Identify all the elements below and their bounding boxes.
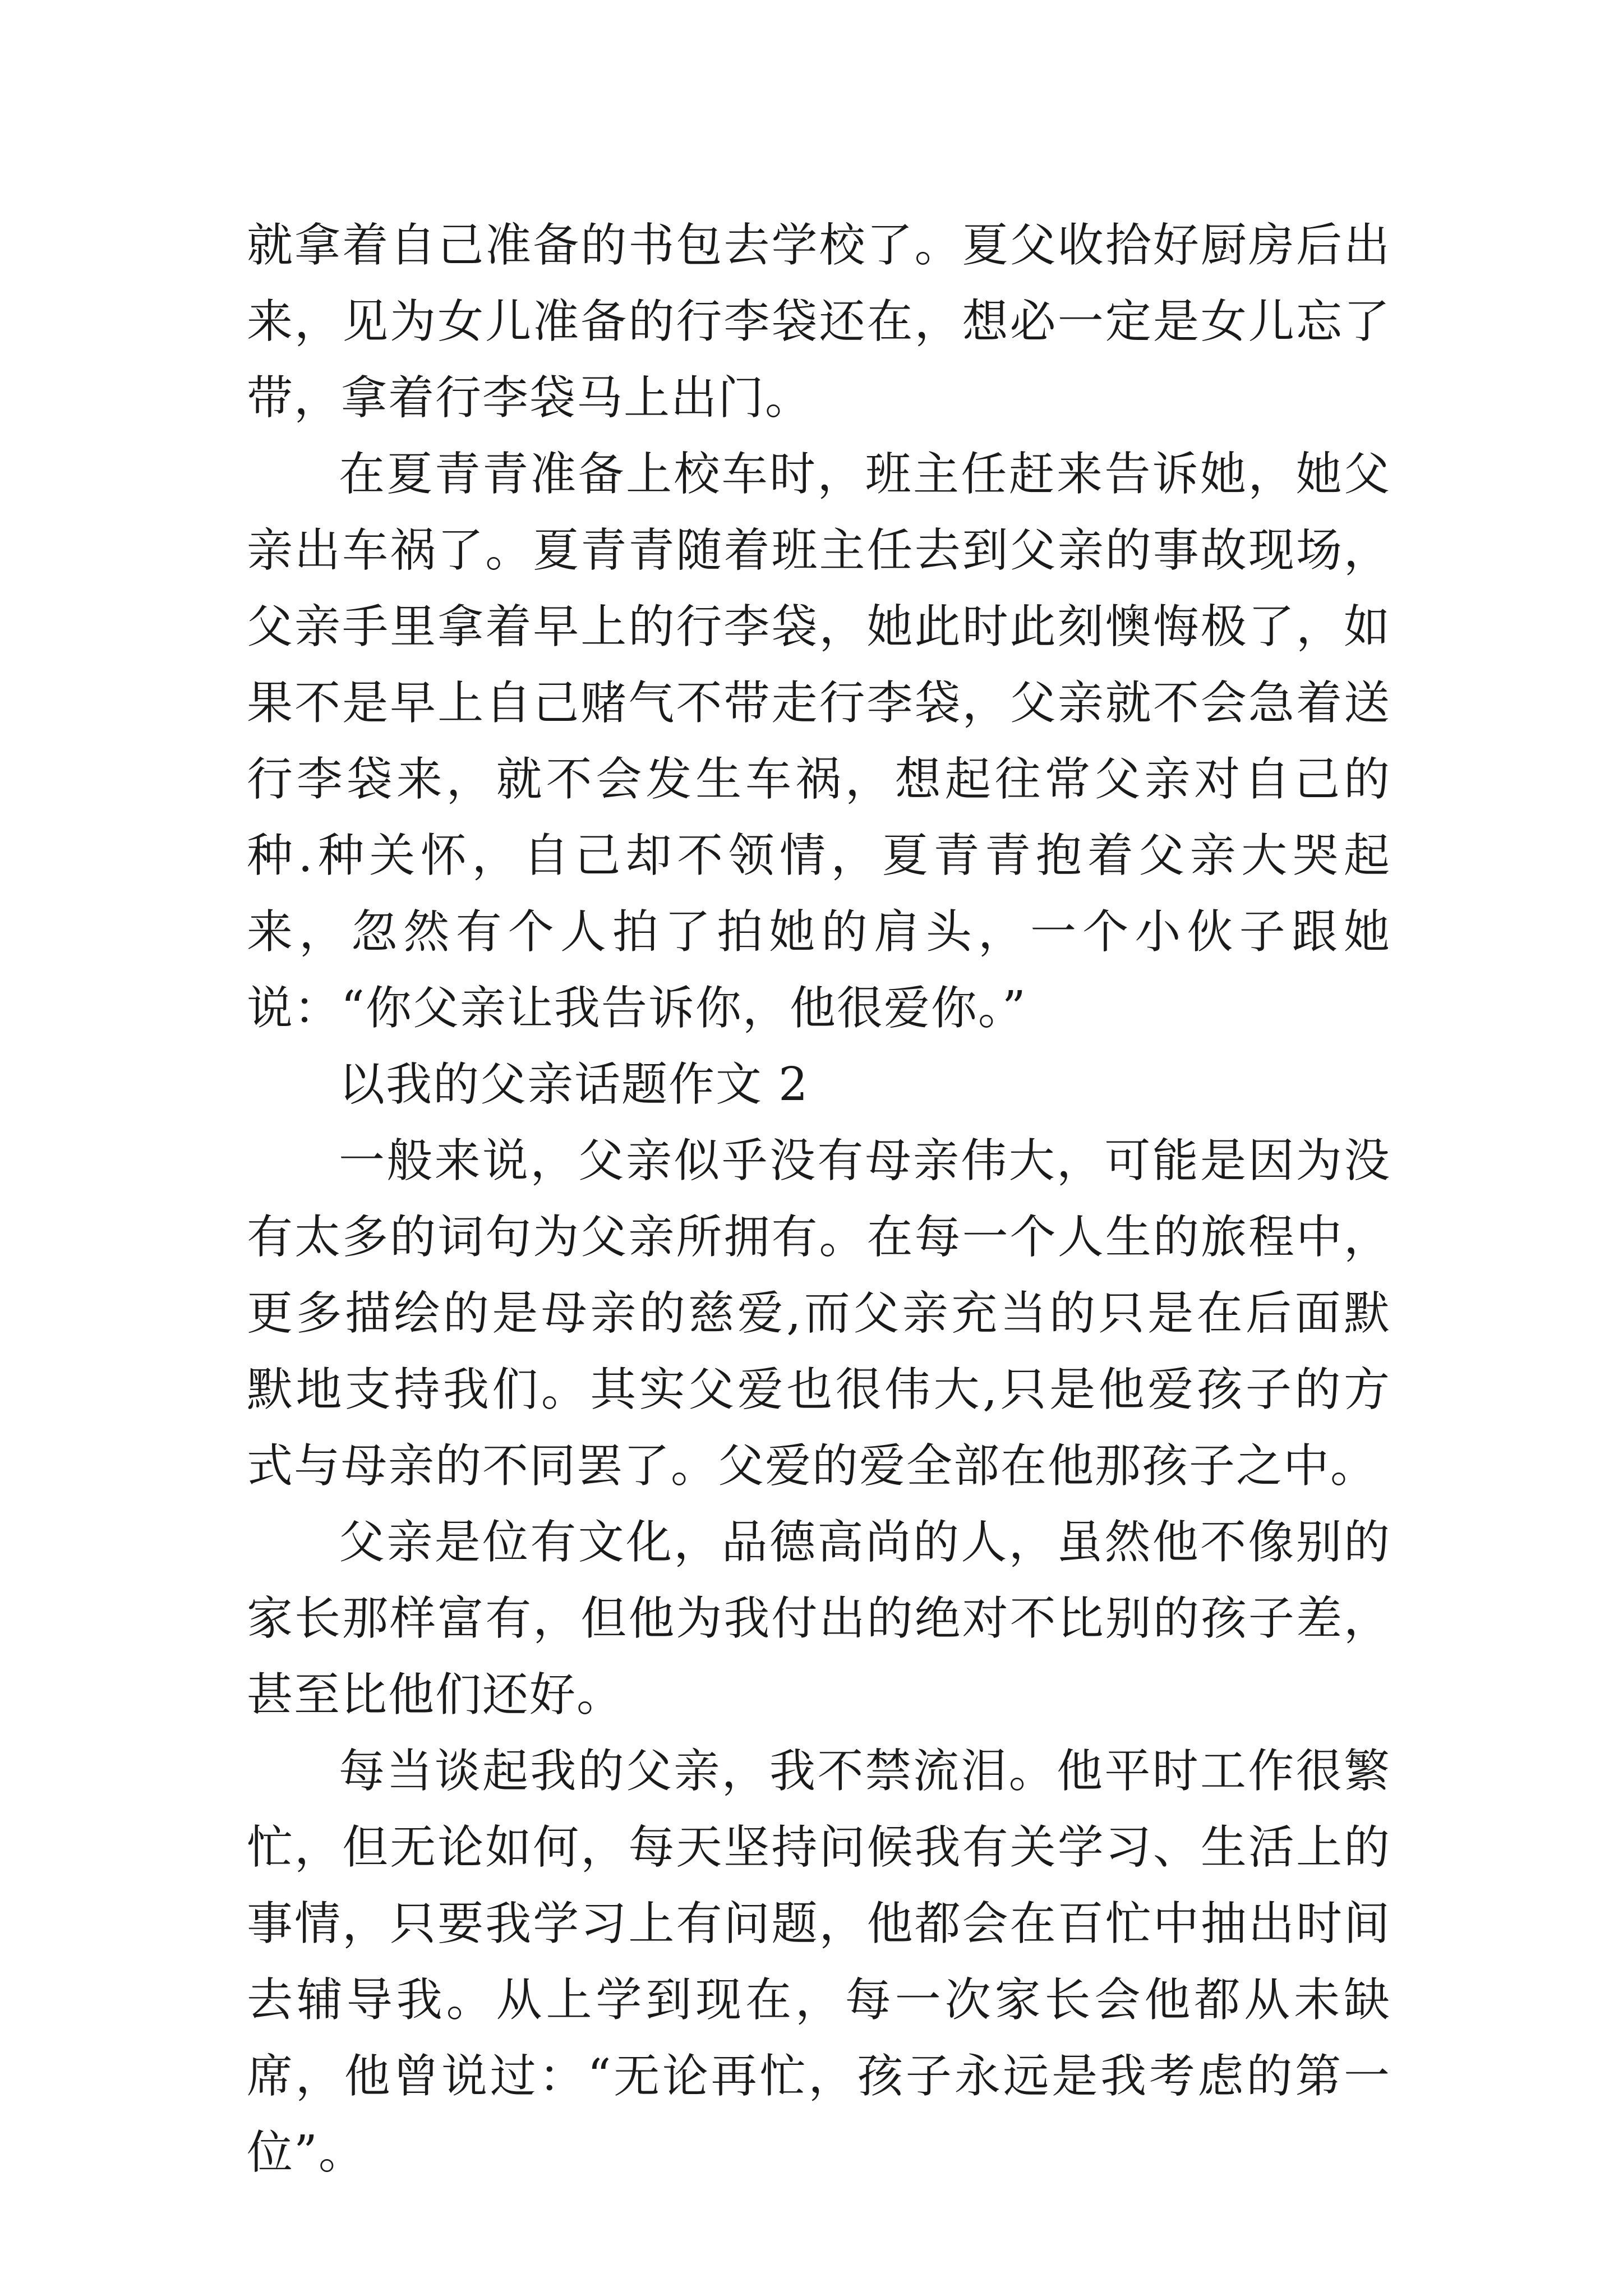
paragraph-father-busy: 每当谈起我的父亲，我不禁流泪。他平时工作很繁忙，但无论如何，每天坚持问候我有关学习、生活上的事情，只要我学习上有问题，他都会在百忙中抽出时间去辅导我。从上学到现在，每一次家长会他都从未缺席，他曾说过：“无论再忙，孩子永远是我考虑的第一位”。	[247, 1745, 1391, 2179]
paragraph-continuation: 就拿着自己准备的书包去学校了。夏父收拾好厨房后出来，见为女儿准备的行李袋还在，想必一定是女儿忘了带，拿着行李袋马上出门。	[247, 219, 1391, 425]
essay-heading: 以我的父亲话题作文 2	[339, 1058, 809, 1111]
document-body	[247, 208, 1391, 2191]
paragraph-father-love: 一般来说，父亲似乎没有母亲伟大，可能是因为没有太多的词句为父亲所拥有。在每一个人生的旅程中，更多描绘的是母亲的慈爱,而父亲充当的只是在后面默默地支持我们。其实父爱也很伟大,只是他爱孩子的方式与母亲的不同罢了。父爱的爱全部在他那孩子之中。	[247, 1134, 1391, 1493]
paragraph-car-accident: 在夏青青准备上校车时，班主任赶来告诉她，她父亲出车祸了。夏青青随着班主任去到父亲的事故现场，父亲手里拿着早上的行李袋，她此时此刻懊悔极了，如果不是早上自己赌气不带走行李袋，父亲就不会急着送行李袋来，就不会发生车祸，想起往常父亲对自己的种.种关怀，自己却不领情，夏青青抱着父亲大哭起来，忽然有个人拍了拍她的肩头，一个小伙子跟她说：“你父亲让我告诉你，他很爱你。”	[247, 448, 1391, 1035]
paragraph-father-character: 父亲是位有文化，品德高尚的人，虽然他不像别的家长那样富有，但他为我付出的绝对不比别的孩子差，甚至比他们还好。	[247, 1516, 1391, 1722]
